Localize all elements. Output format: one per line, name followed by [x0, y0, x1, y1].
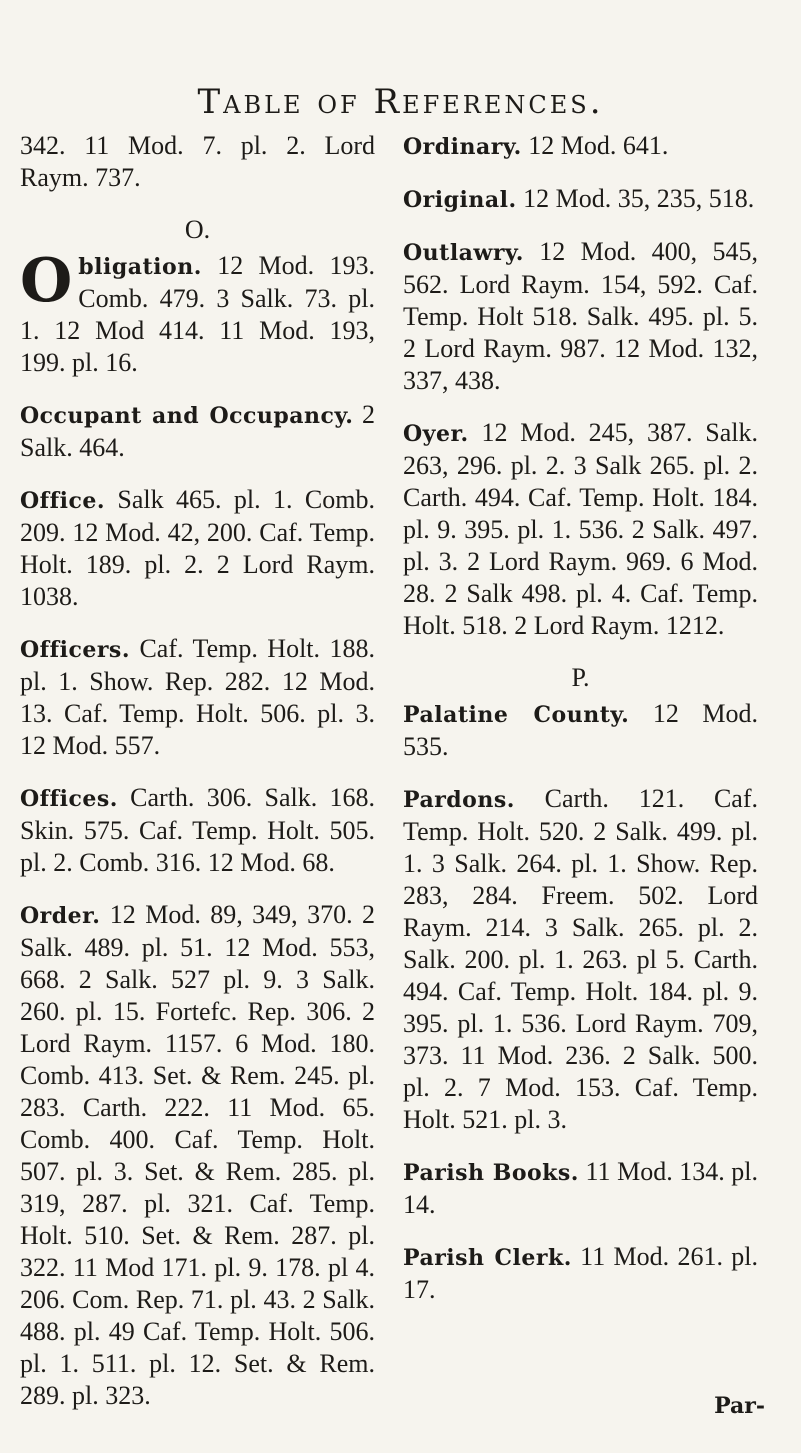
- entry-heading: Occupant and Occupancy.: [20, 403, 354, 429]
- entry-heading: Oyer.: [403, 421, 469, 447]
- entry-references: 12 Mod. 35, 235, 518.: [516, 184, 755, 213]
- entry-references: 12 Mod. 641.: [521, 131, 669, 160]
- index-entry: [403, 183, 758, 216]
- index-entry: [20, 899, 375, 1412]
- right-column: [403, 130, 758, 1326]
- entry-heading: Offices.: [20, 786, 118, 812]
- index-entry: [20, 633, 375, 762]
- entry-heading: Ordinary.: [403, 134, 522, 160]
- entry-references: Caf. Temp. Holt. 188. pl. 1. Show. Rep. 282. 12 Mod. 13. Caf. Temp. Holt. 506. pl. 3. 12 Mod. 557.: [20, 634, 375, 760]
- entry-heading: Parish Clerk.: [403, 1245, 572, 1271]
- entry-references: 12 Mod. 193. Comb. 479. 3 Salk. 73. pl. 1. 12 Mod 414. 11 Mod. 193, 199. pl. 16.: [20, 251, 375, 377]
- index-entry: [403, 1241, 758, 1306]
- entry-references: 11 Mod. 261. pl. 17.: [403, 1242, 758, 1304]
- entry-heading: Parish Books.: [403, 1160, 579, 1186]
- index-entry: [20, 130, 375, 194]
- entry-references: 12 Mod. 245, 387. Salk. 263, 296. pl. 2. 3 Salk 265. pl. 2. Carth. 494. Caf. Temp. Holt. 184. pl. 9. 395. pl. 1. 536. 2 Salk. 497. pl. 3. 2 Lord Raym. 969. 6 Mod. 28. 2 Salk 498. pl. 4. Caf. Temp. Holt. 518. 2 Lord Raym. 1212.: [403, 418, 758, 640]
- page-title: Table of References.: [197, 82, 604, 122]
- index-entry: [20, 246, 375, 379]
- index-entry: [403, 236, 758, 397]
- entry-references: Carth. 306. Salk. 168. Skin. 575. Caf. Temp. Holt. 505. pl. 2. Comb. 316. 12 Mod. 68.: [20, 783, 375, 877]
- entry-references: 12 Mod. 535.: [403, 699, 758, 761]
- catchword: Par-: [714, 1393, 765, 1419]
- entry-heading: Order.: [20, 903, 101, 929]
- index-entry: [403, 698, 758, 763]
- entry-heading: Original.: [403, 187, 517, 213]
- entry-references: 12 Mod. 89, 349, 370. 2 Salk. 489. pl. 51. 12 Mod. 553, 668. 2 Salk. 527 pl. 9. 3 Salk. 260. pl. 15. Fortefc. Rep. 306. 2 Lord Raym. 1157. 6 Mod. 180. Comb. 413. Set. & Rem. 245. pl. 283. Carth. 222. 11 Mod. 65. Comb. 400. Caf. Temp. Holt. 507. pl. 3. Set. & Rem. 285. pl. 319, 287. pl. 321. Caf. Temp. Holt. 510. Set. & Rem. 287. pl. 322. 11 Mod 171. pl. 9. 178. pl 4. 206. Com. Rep. 71. pl. 43. 2 Salk. 488. pl. 49 Caf. Temp. Holt. 506. pl. 1. 511. pl. 12. Set. & Rem. 289. pl. 323.: [20, 900, 375, 1410]
- index-entry: [403, 783, 758, 1136]
- entry-heading: Outlawry.: [403, 240, 524, 266]
- index-entry: [20, 782, 375, 879]
- entry-references: 2 Salk. 464.: [20, 400, 376, 462]
- entry-heading: bligation.: [78, 254, 202, 280]
- entry-heading: Office.: [20, 488, 106, 514]
- entry-references: Salk 465. pl. 1. Comb. 209. 12 Mod. 42, 200. Caf. Temp. Holt. 189. pl. 2. 2 Lord Raym. 1038.: [20, 485, 375, 611]
- index-entry: [403, 1156, 758, 1221]
- index-entry: [403, 417, 758, 642]
- entry-heading: Officers.: [20, 637, 130, 663]
- section-letter: P.: [571, 663, 590, 692]
- index-entry: [403, 130, 758, 163]
- entry-heading: Palatine County.: [403, 702, 630, 728]
- section-letter: O.: [184, 215, 211, 244]
- entry-references: 342. 11 Mod. 7. pl. 2. Lord Raym. 737.: [20, 131, 375, 192]
- index-entry: [20, 399, 375, 464]
- drop-cap: O: [20, 246, 73, 316]
- index-entry: [20, 484, 375, 613]
- entry-references: Carth. 121. Caf. Temp. Holt. 520. 2 Salk. 499. pl. 1. 3 Salk. 264. pl. 1. Show. Rep. 283, 284. Freem. 502. Lord Raym. 214. 3 Salk. 265. pl. 2. Salk. 200. pl. 1. 263. pl 5. Carth. 494. Caf. Temp. Holt. 184. pl. 9. 395. pl. 1. 536. Lord Raym. 709, 373. 11 Mod. 236. 2 Salk. 500. pl. 2. 7 Mod. 153. Caf. Temp. Holt. 521. pl. 3.: [403, 784, 758, 1134]
- entry-references: 11 Mod. 134. pl. 14.: [403, 1157, 758, 1219]
- entry-heading: Pardons.: [403, 787, 515, 813]
- entry-references: 12 Mod. 400, 545, 562. Lord Raym. 154, 592. Caf. Temp. Holt 518. Salk. 495. pl. 5. 2 Lord Raym. 987. 12 Mod. 132, 337, 438.: [403, 237, 758, 395]
- left-column: [20, 130, 375, 1432]
